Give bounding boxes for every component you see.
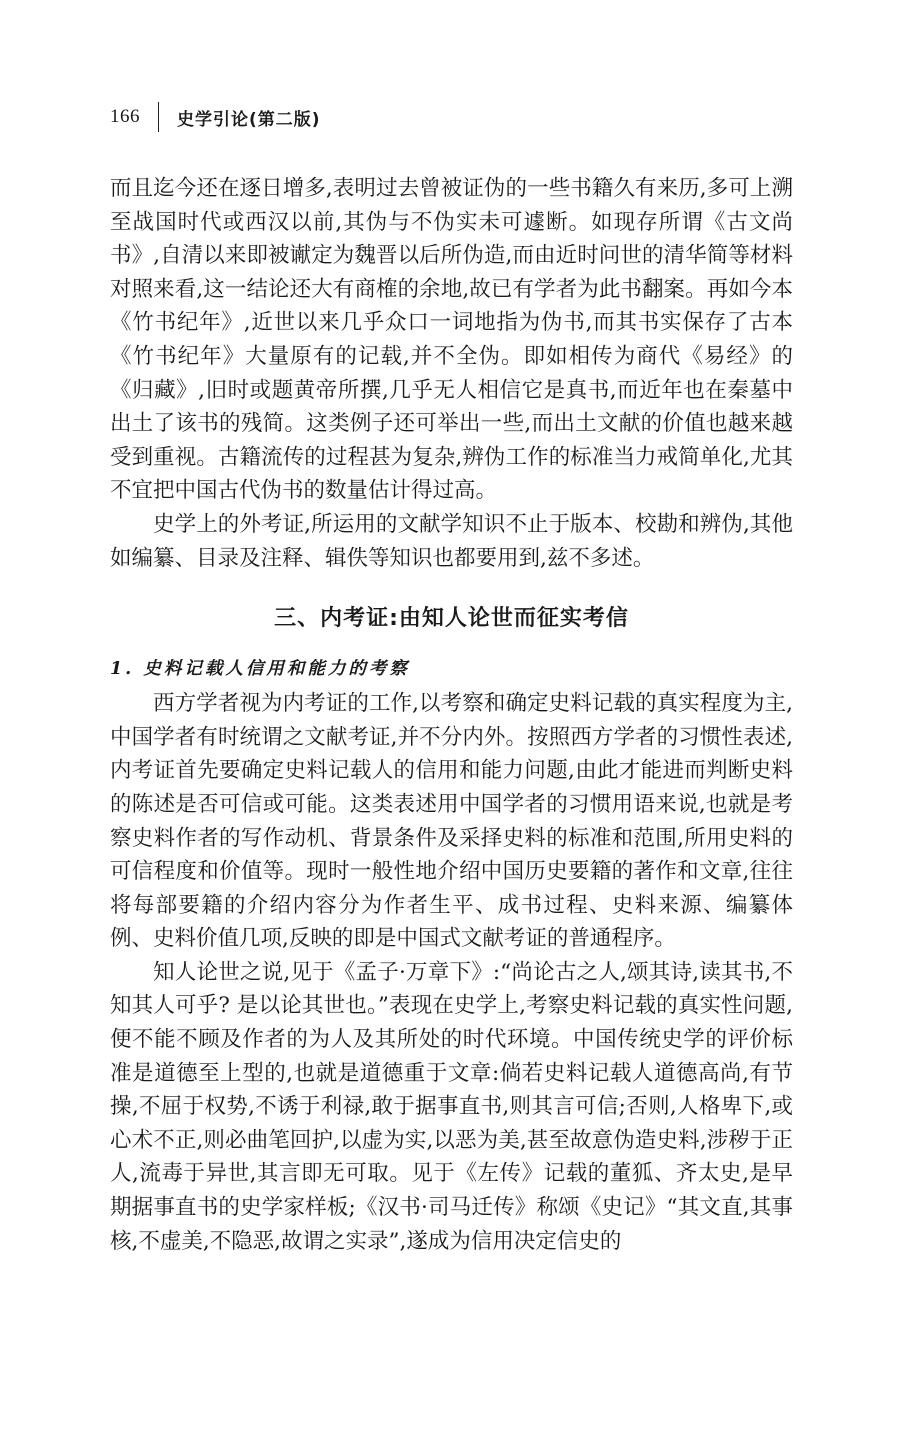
subsection-title: 1. 史料记载人信用和能力的考察 bbox=[110, 659, 410, 680]
body-paragraph: 西方学者视为内考证的工作,以考察和确定史料记载的真实程度为主,中国学者有时统谓之文献考证,并不分内外。按照西方学者的习惯性表述,内考证首先要确定史料记载人的信用和能力问题,由此才能进而判断史料的陈述是否可信或可能。这类表述用中国学者的习惯用语来说,也就是考察史料作者的写作动机、背景条件及采择史料的标准和范围,所用史料的可信程度和价值等。现时一般性地介绍中国历史要籍的著作和文章,往往将每部要籍的介绍内容分为作者生平、成书过程、史料来源、编纂体例、史料价值几项,反映的即是中国式文献考证的普通程序。 bbox=[110, 691, 793, 952]
running-title: 史学引论(第二版) bbox=[177, 109, 321, 130]
page-number: 166 bbox=[110, 106, 140, 127]
body-paragraph: 而且迄今还在逐日增多,表明过去曾被证伪的一些书籍久有来历,多可上溯至战国时代或西汉以前,其伪与不伪实未可遽断。如现存所谓《古文尚书》,自清以来即被谳定为魏晋以后所伪造,而由近时问世的清华简等材料对照来看,这一结论还大有商榷的余地,故已有学者为此书翻案。再如今本《竹书纪年》,近世以来几乎众口一词地指为伪书,而其书实保存了古本《竹书纪年》大量原有的记载,并不全伪。即如相传为商代《易经》的《归藏》,旧时或题黄帝所撰,几乎无人相信它是真书,而近年也在秦墓中出土了该书的残简。这类例子还可举出一些,而出土文献的价值也越来越受到重视。古籍流传的过程甚为复杂,辨伪工作的标准当力戒简单化,尤其不宜把中国古代伪书的数量估计得过高。 bbox=[110, 176, 793, 504]
section-title: 三、内考证:由知人论世而征实考信 bbox=[274, 606, 629, 632]
body-paragraph: 史学上的外考证,所运用的文献学知识不止于版本、校勘和辨伪,其他如编纂、目录及注释、辑佚等知识也都要用到,兹不多述。 bbox=[110, 511, 793, 571]
page-body bbox=[110, 172, 793, 1258]
page-header bbox=[110, 100, 321, 134]
body-paragraph: 知人论世之说,见于《孟子·万章下》:“尚论古之人,颂其诗,读其书,不知其人可乎? 是以论其世也。”表现在史学上,考察史料记载的真实性问题,便不能不顾及作者的为人及其所处的时代环境。中国传统史学的评价标准是道德至上型的,也就是道德重于文章:倘若史料记载人道德高尚,有节操,不屈于权势,不诱于利禄,敢于据事直书,则其言可信;否则,人格卑下,或心术不正,则必曲笔回护,以虚为实,以恶为美,甚至故意伪造史料,涉秽于正人,流毒于异世,其言即无可取。见于《左传》记载的董狐、齐太史,是早期据事直书的史学家样板;《汉书·司马迁传》称颂《史记》“其文直,其事核,不虚美,不隐恶,故谓之实录”,遂成为信用决定信史的 bbox=[110, 959, 793, 1254]
header-divider bbox=[158, 102, 159, 132]
